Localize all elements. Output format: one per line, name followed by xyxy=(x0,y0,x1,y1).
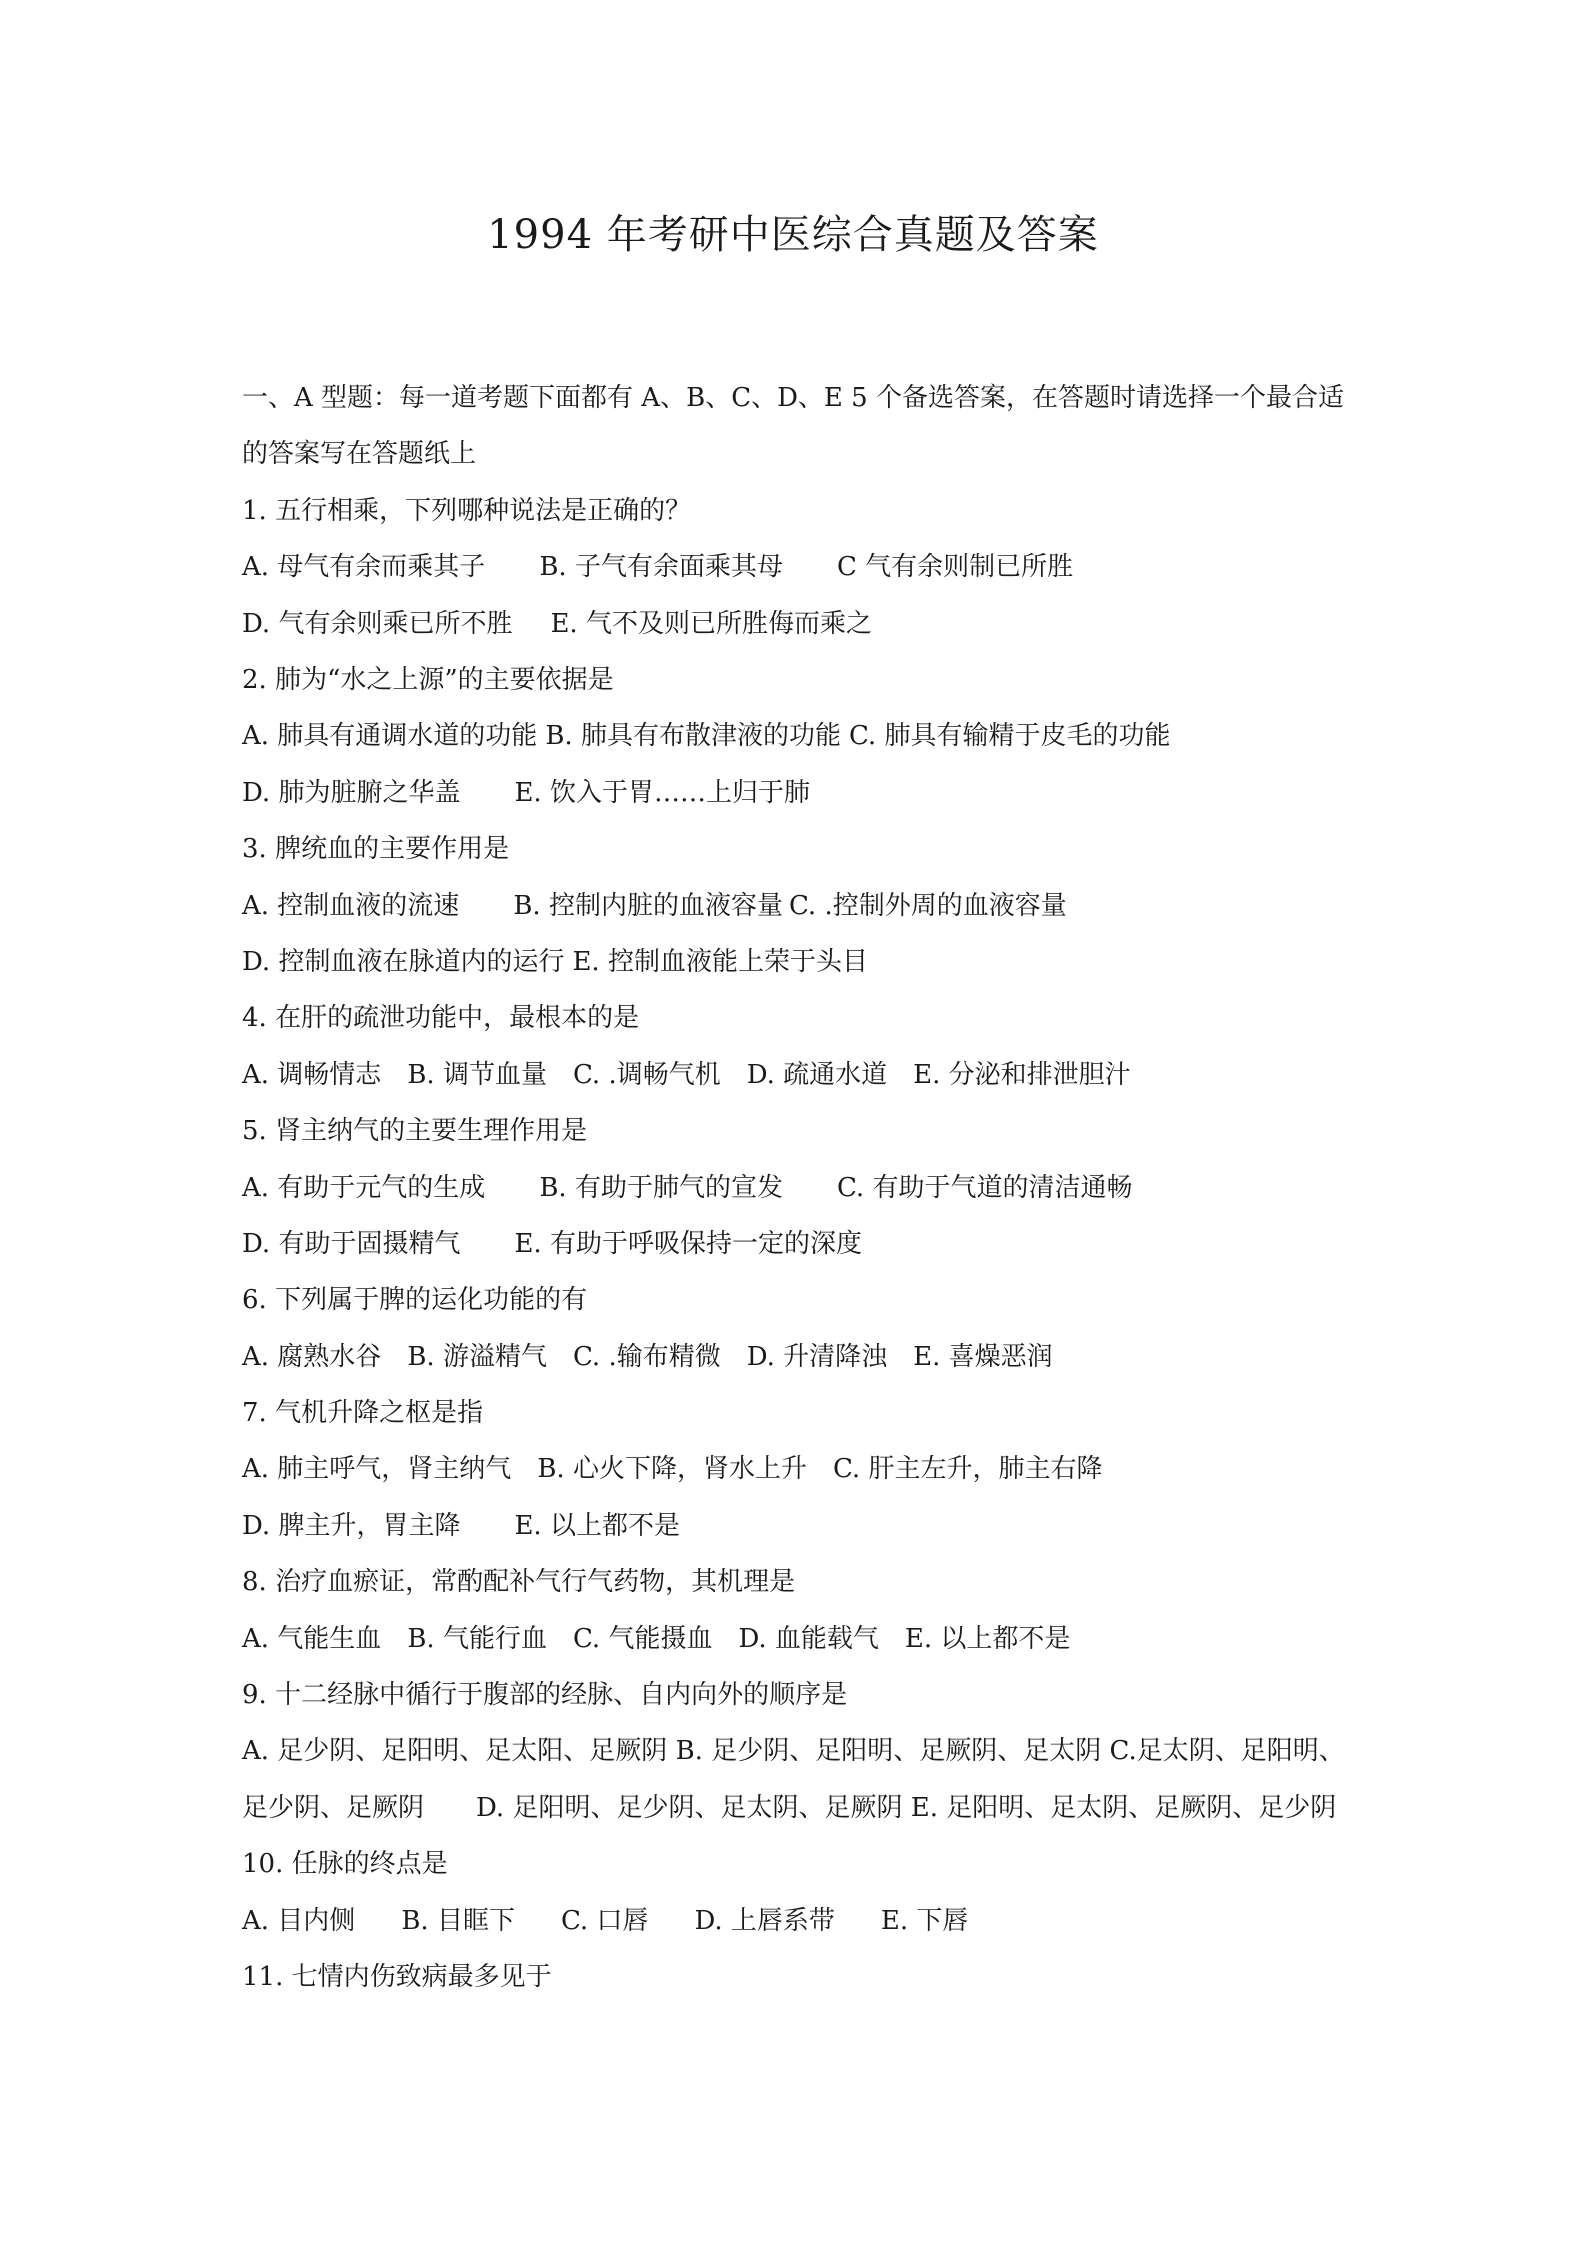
option-a: A. 肺具有通调水道的功能 xyxy=(242,721,538,752)
option-b: B. 游溢精气 xyxy=(407,1341,547,1372)
exam-body xyxy=(242,370,1360,2005)
option-e: E. 控制血液能上荣于头目 xyxy=(572,946,868,977)
option-c: C. 口唇 xyxy=(560,1905,649,1936)
option-d: D. 血能载气 xyxy=(738,1623,879,1654)
option-c: C. .输布精微 xyxy=(572,1341,721,1372)
option-e: E. 以上都不是 xyxy=(904,1623,1071,1654)
option-b: B. 气能行血 xyxy=(407,1623,547,1654)
option-line xyxy=(242,539,1360,595)
option-e: E. 以上都不是 xyxy=(514,1510,680,1541)
option-line xyxy=(242,596,1360,652)
question-stem: 5. 肾主纳气的主要生理作用是 xyxy=(242,1116,588,1147)
option-d: D. 气有余则乘已所不胜 xyxy=(242,608,513,639)
option-line xyxy=(242,765,1360,821)
option-a: A. 有助于元气的生成 xyxy=(242,1172,486,1203)
option-c: C. 有助于气道的清洁通畅 xyxy=(836,1172,1133,1203)
option-line xyxy=(242,1160,1360,1216)
question-stem: 3. 脾统血的主要作用是 xyxy=(242,834,510,865)
option-b: B. 调节血量 xyxy=(407,1059,547,1090)
question-stem: 9. 十二经脉中循行于腹部的经脉、自内向外的顺序是 xyxy=(242,1680,848,1711)
question-stem: 10. 任脉的终点是 xyxy=(242,1849,448,1880)
option-b: B. 目眶下 xyxy=(401,1905,515,1936)
question-stem: 4. 在肝的疏泄功能中，最根本的是 xyxy=(242,1003,640,1034)
option-d: D. 有助于固摄精气 xyxy=(242,1228,461,1259)
question-stem: 11. 七情内伤致病最多见于 xyxy=(242,1962,552,1992)
option-c: C. .调畅气机 xyxy=(572,1059,721,1090)
question-stem: 1. 五行相乘，下列哪种说法是正确的？ xyxy=(242,495,692,526)
option-e: E. 分泌和排泄胆汁 xyxy=(913,1059,1131,1090)
option-line xyxy=(242,1893,1360,1949)
question-stem: 2. 肺为“水之上源”的主要依据是 xyxy=(242,664,614,695)
option-a: A. 肺主呼气，肾主纳气 xyxy=(242,1454,512,1485)
question-stem: 6. 下列属于脾的运化功能的有 xyxy=(242,1285,588,1316)
option-line xyxy=(242,878,1360,934)
option-b: B. 心火下降，肾水上升 xyxy=(537,1454,807,1485)
option-b: B. 有助于肺气的宣发 xyxy=(539,1172,783,1203)
option-a: A. 目内侧 xyxy=(242,1905,356,1936)
option-c: C. 肝主左升，肺主右降 xyxy=(832,1454,1103,1485)
option-d: D. 上唇系带 xyxy=(694,1905,835,1936)
option-line xyxy=(242,934,1360,990)
page-title: 1994 年考研中医综合真题及答案 xyxy=(487,212,1099,258)
option-e: E. 气不及则已所胜侮而乘之 xyxy=(550,608,872,639)
option-c: C. 气能摄血 xyxy=(572,1623,713,1654)
option-d: D. 脾主升，胃主降 xyxy=(242,1510,461,1541)
option-line xyxy=(242,1047,1360,1103)
option-e: E. 下唇 xyxy=(880,1905,969,1936)
option-d: D. 肺为脏腑之华盖 xyxy=(242,777,461,808)
option-a: A. 母气有余而乘其子 xyxy=(242,552,486,583)
option-c: C 气有余则制已所胜 xyxy=(836,552,1074,583)
option-d: D. 升清降浊 xyxy=(746,1341,888,1372)
option-d: D. 控制血液在脉道内的运行 xyxy=(242,946,565,977)
options-paragraph: A. 足少阴、足阳明、足太阳、足厥阴 B. 足少阴、足阳明、足厥阴、足太阴 C.足太阴、足阳明、足少阴、足厥阴 D. 足阳明、足少阴、足太阴、足厥阴 E. 足阳明、足太阴、足厥阴、足少阴 xyxy=(242,1736,1345,1823)
option-line xyxy=(242,1329,1360,1385)
option-line xyxy=(242,1498,1360,1554)
option-b: B. 肺具有布散津液的功能 xyxy=(545,721,841,752)
option-a: A. 调畅情志 xyxy=(242,1059,382,1090)
question-stem: 8. 治疗血瘀证，常酌配补气行气药物，其机理是 xyxy=(242,1567,796,1598)
question-stem: 7. 气机升降之枢是指 xyxy=(242,1398,484,1429)
option-line xyxy=(242,708,1360,764)
option-e: E. 饮入于胃……上归于肺 xyxy=(514,777,810,808)
section-instruction: 一、A 型题：每一道考题下面都有 A、B、C、D、E 5 个备选答案，在答题时请选择一个最合适的答案写在答题纸上 xyxy=(242,383,1344,470)
option-c: C. 肺具有输精于皮毛的功能 xyxy=(848,721,1171,752)
option-e: E. 喜燥恶润 xyxy=(913,1341,1053,1372)
option-e: E. 有助于呼吸保持一定的深度 xyxy=(514,1228,862,1259)
option-a: A. 控制血液的流速 xyxy=(242,890,460,921)
option-a: A. 腐熟水谷 xyxy=(242,1341,382,1372)
option-b: B. 子气有余面乘其母 xyxy=(539,552,783,583)
option-b: B. 控制内脏的血液容量 xyxy=(513,890,783,921)
option-line xyxy=(242,1611,1360,1667)
option-line xyxy=(242,1441,1360,1497)
option-a: A. 气能生血 xyxy=(242,1623,382,1654)
option-c: C. .控制外周的血液容量 xyxy=(788,890,1067,921)
option-d: D. 疏通水道 xyxy=(746,1059,888,1090)
option-line xyxy=(242,1216,1360,1272)
